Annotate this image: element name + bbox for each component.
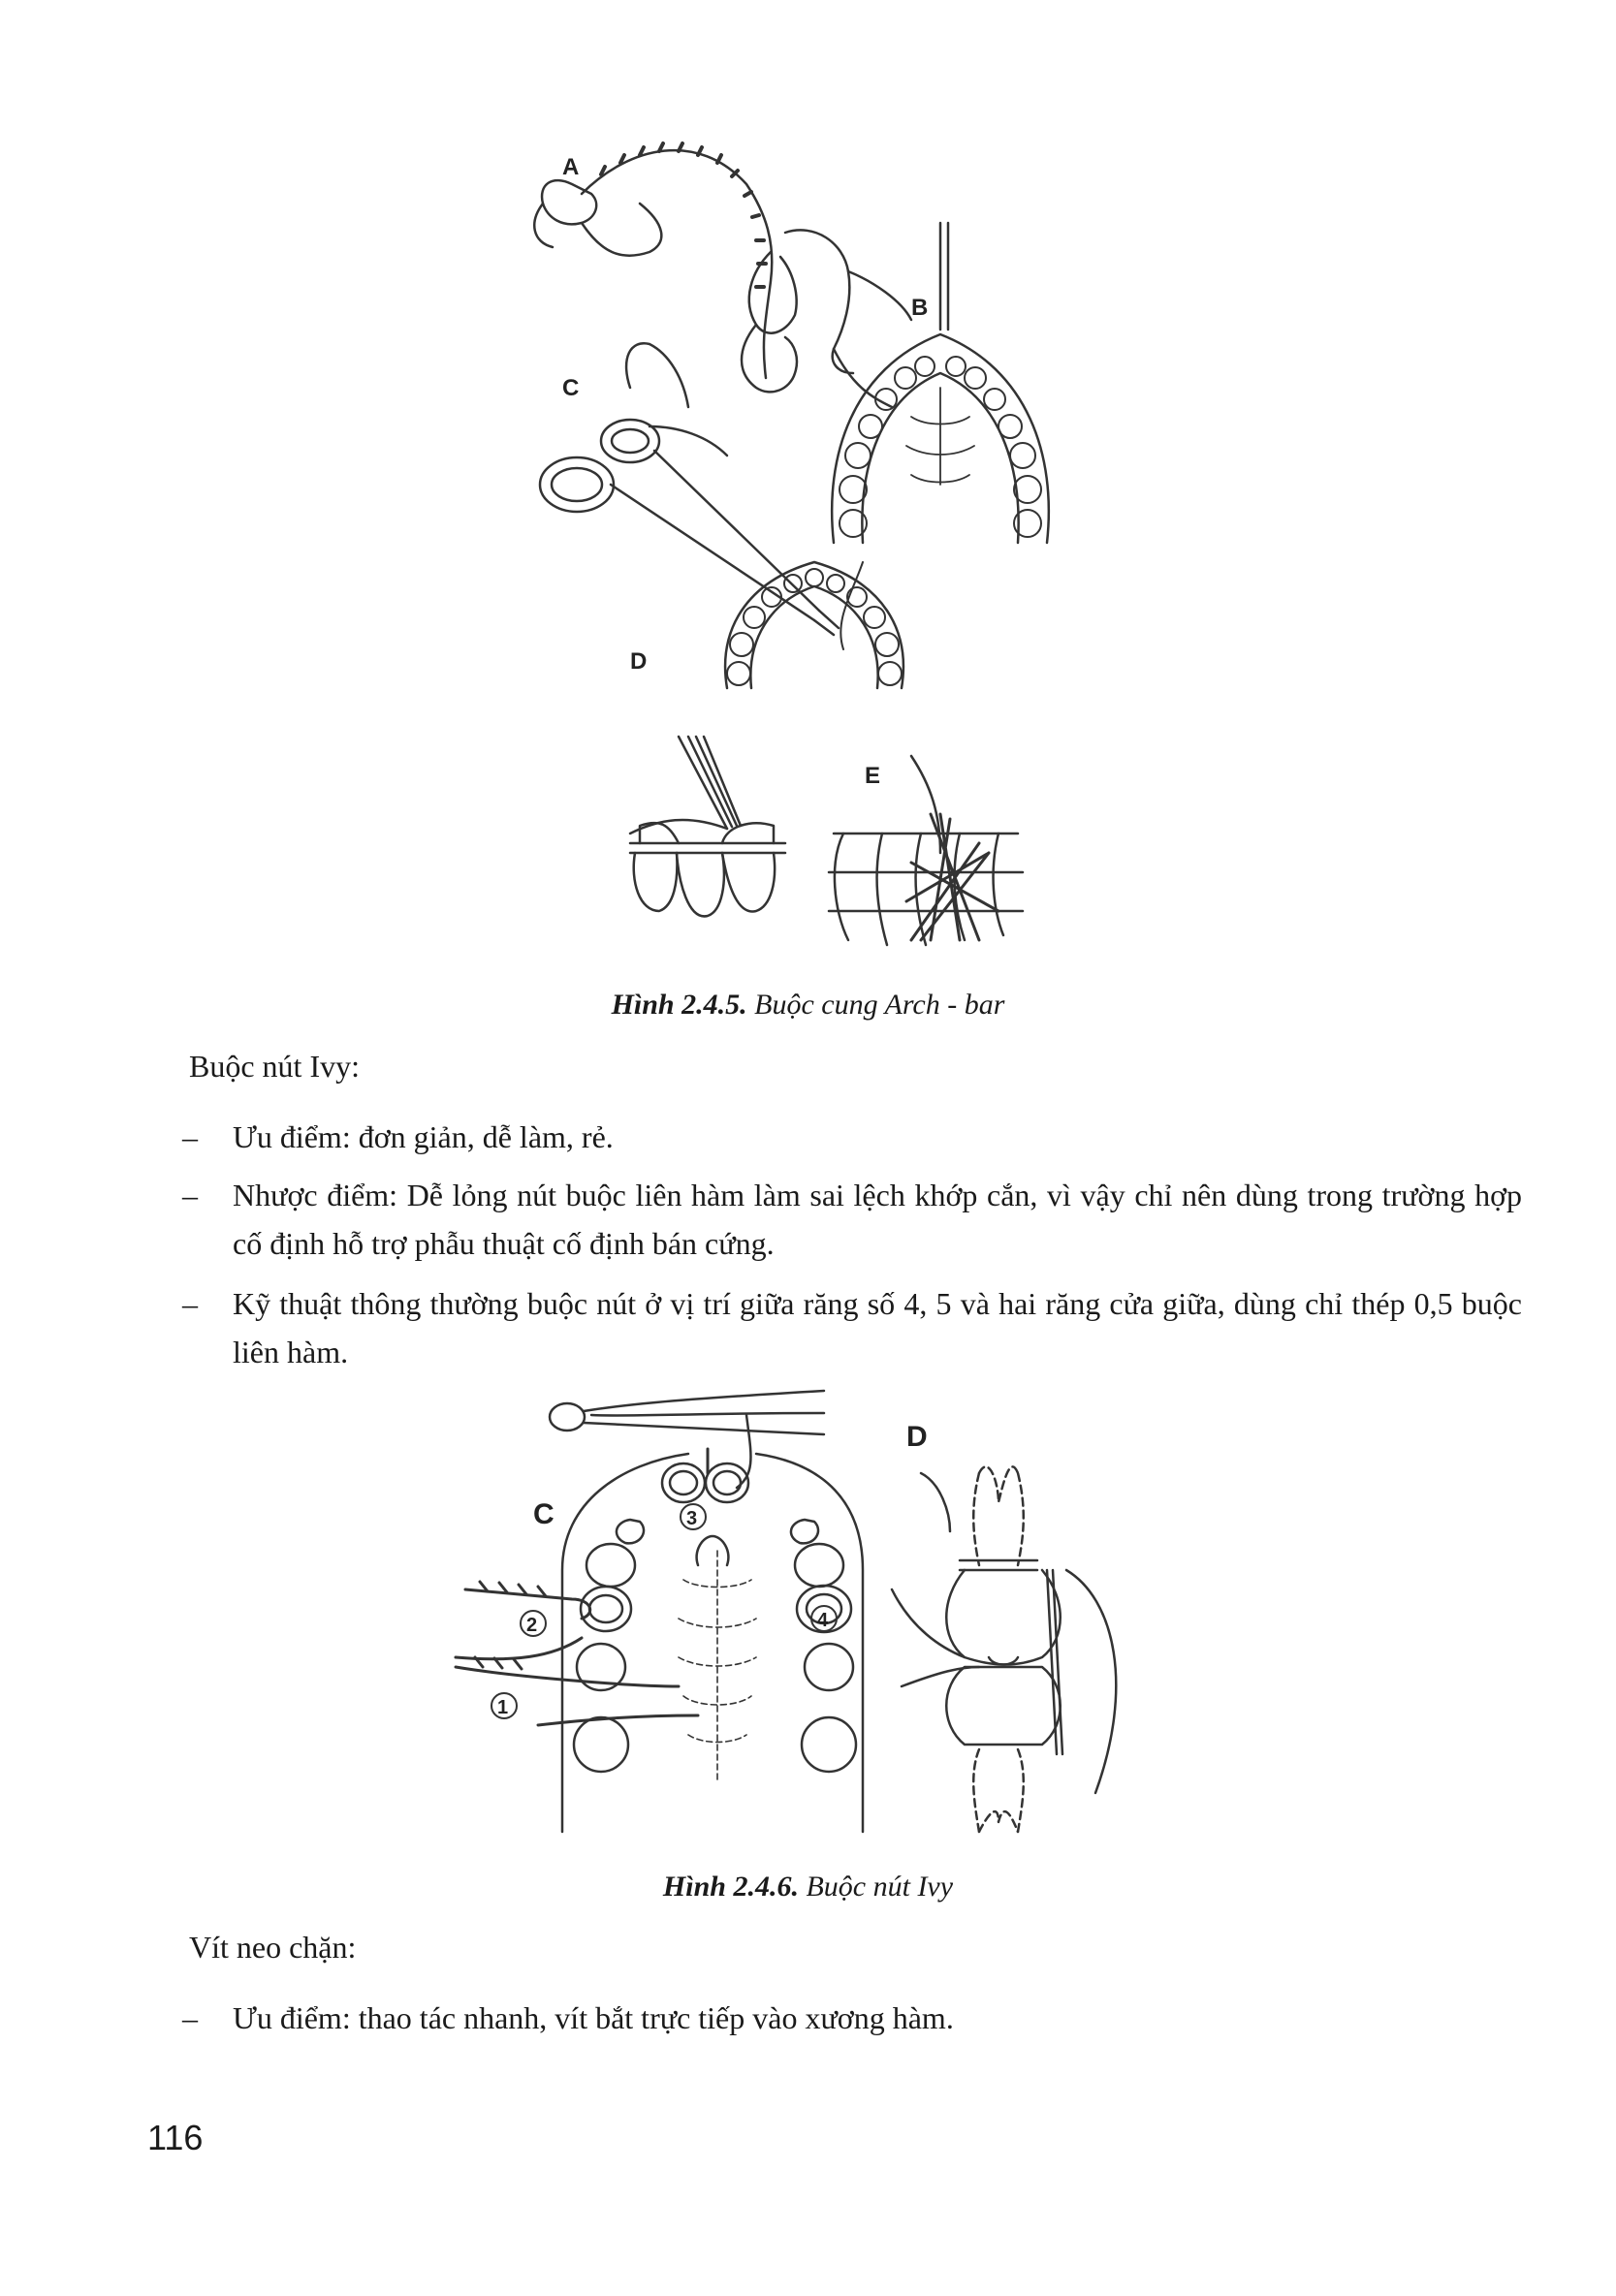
step-3-number: 3 [686,1508,698,1529]
section-ivy-heading: Buộc nút Ivy: [189,1049,360,1084]
ivy-eyelet-wire-illustration [550,1391,824,1434]
figure1-label-b: B [911,295,929,321]
step-3-marker [681,1504,706,1529]
figure2-caption [0,1871,1616,1903]
step-4-marker [811,1606,837,1631]
figure2-label-c: C [533,1498,555,1530]
figure1-caption [0,989,1616,1022]
step-1-number: 1 [497,1697,509,1718]
ivy-bullet-2 [182,1171,1522,1268]
section-vit-heading: Vít neo chặn: [189,1930,357,1965]
panel-b-illustration [832,223,1049,543]
ivy-panel-d-illustration [892,1466,1116,1832]
bullet-dash: – [182,1119,198,1154]
bullet-dash: – [182,1286,198,1321]
figure1-caption-number: Hình 2.4.5. [611,989,747,1021]
bullet-dash: – [182,1178,198,1212]
figure1-label-a: A [562,154,580,180]
panel-e-illustration [829,756,1023,945]
figure-arch-bar [523,136,1105,989]
figure1-label-c: C [562,375,580,401]
vit-bullet-1-text: Ưu điểm: thao tác nhanh, vít bắt trực tiếp vào xương hàm. [233,2000,954,2035]
ivy-panel-c-illustration [456,1415,863,1832]
figure-ivy-loop [436,1376,1134,1861]
panel-c-illustration [540,343,903,688]
ivy-bullet-3 [182,1279,1522,1376]
step-4-number: 4 [817,1610,829,1631]
bullet-dash: – [182,2000,198,2035]
step-2-marker [521,1611,546,1636]
figure2-caption-number: Hình 2.4.6. [662,1871,799,1903]
figure2-caption-text: Buộc nút Ivy [806,1871,954,1903]
figure2-label-d: D [906,1421,928,1453]
ivy-bullet-1 [182,1113,1522,1161]
vit-bullet-1 [182,1994,1522,2042]
figure1-label-e: E [865,763,881,789]
panel-a-illustration [534,143,911,407]
ivy-bullet-2-text: Nhược điểm: Dễ lỏng nút buộc liên hàm làm sai lệch khớp cắn, vì vậy chỉ nên dùng trong trường hợp cố định hỗ trợ phẫu thuật cố định bán cứng. [233,1178,1522,1261]
ivy-bullet-3-text: Kỹ thuật thông thường buộc nút ở vị trí giữa răng số 4, 5 và hai răng cửa giữa, dùng chỉ thép 0,5 buộc liên hàm. [233,1286,1522,1369]
panel-d-illustration [630,737,785,916]
page-number: 116 [147,2118,204,2157]
step-2-number: 2 [526,1615,538,1636]
figure1-caption-text: Buộc cung Arch - bar [754,989,1005,1021]
step-1-marker [491,1693,517,1718]
ivy-bullet-1-text: Ưu điểm: đơn giản, dễ làm, rẻ. [233,1119,614,1154]
figure1-label-d: D [630,648,648,675]
